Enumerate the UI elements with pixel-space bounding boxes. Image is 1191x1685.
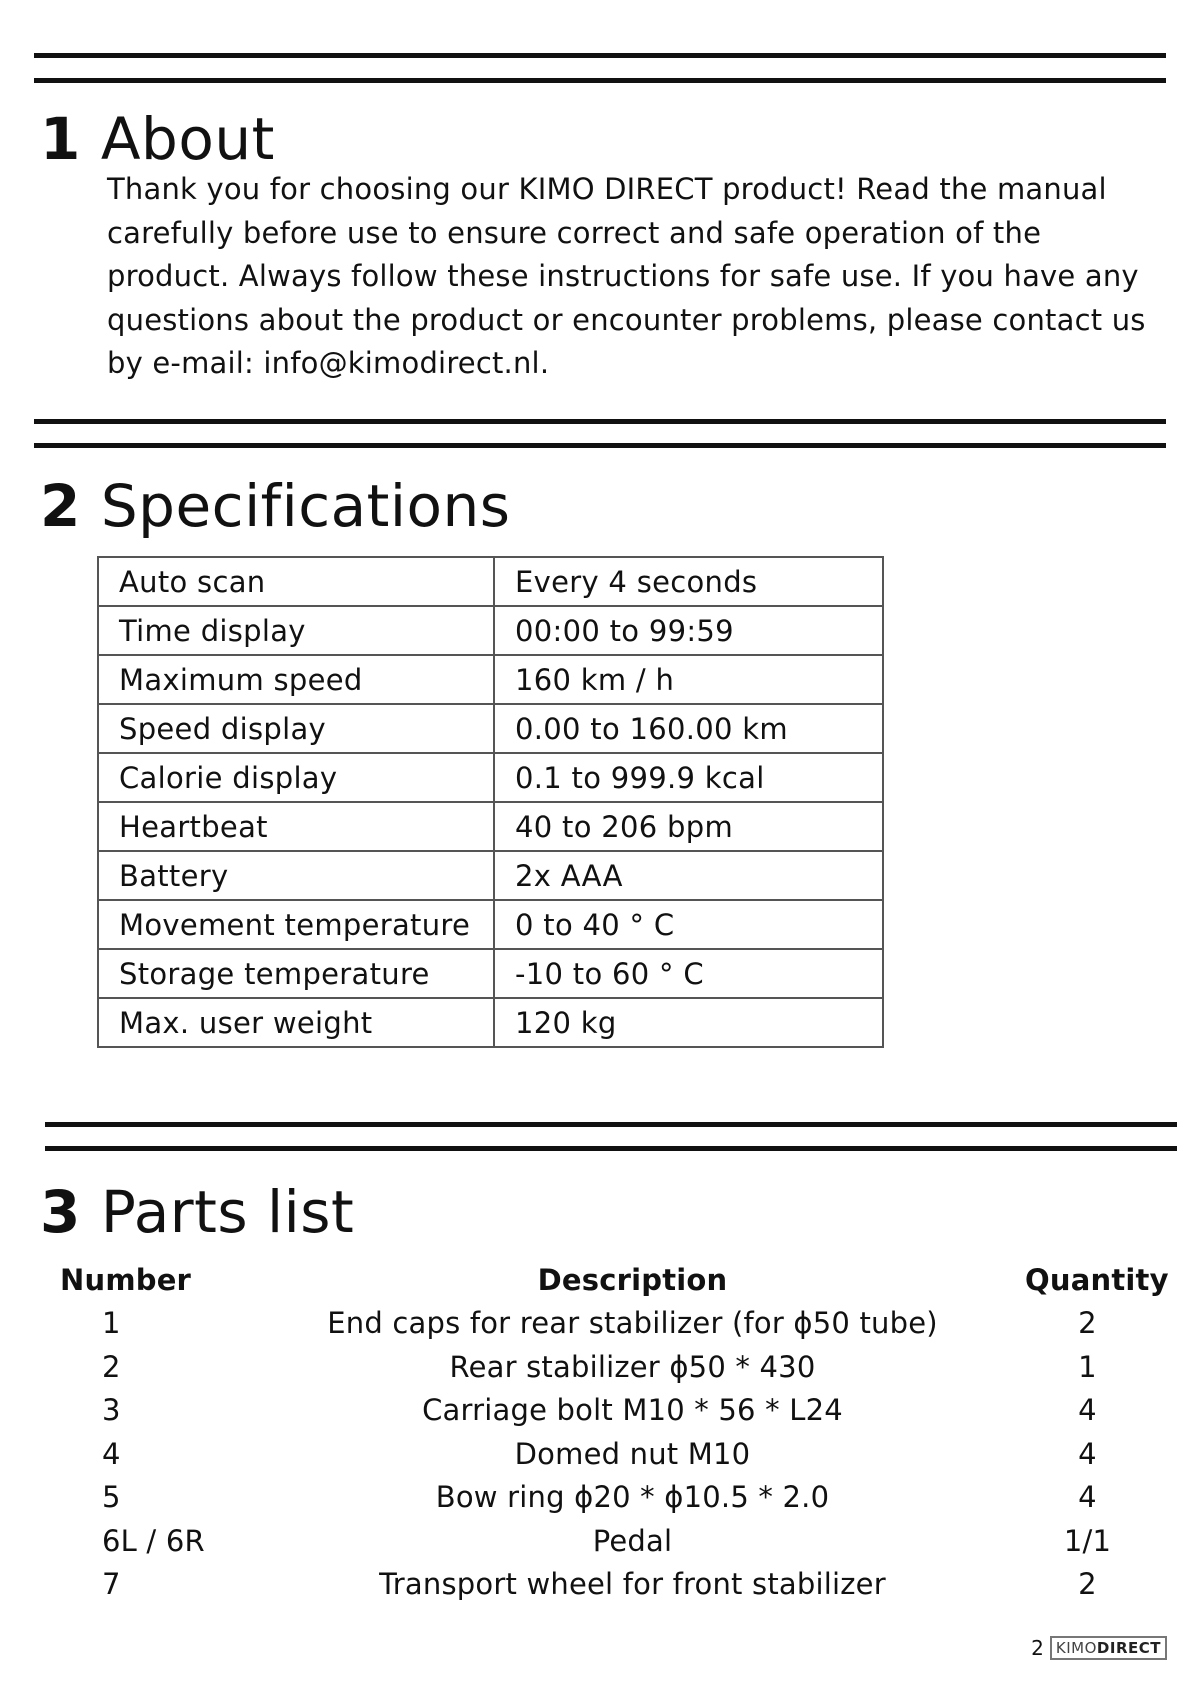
- spec-value: 00:00 to 99:59: [494, 606, 883, 655]
- top-rule-2: [34, 78, 1166, 83]
- spec-row: [98, 900, 883, 949]
- spec-label: Calorie display: [98, 753, 494, 802]
- kimodirect-logo: [1050, 1636, 1167, 1660]
- spec-value: -10 to 60 ° C: [494, 949, 883, 998]
- about-rule-1: [34, 419, 1166, 424]
- spec-row: [98, 655, 883, 704]
- spec-value: 40 to 206 bpm: [494, 802, 883, 851]
- specs-section-title: Specifications: [100, 472, 511, 540]
- spec-label: Speed display: [98, 704, 494, 753]
- specs-heading: [40, 472, 511, 540]
- spec-label: Max. user weight: [98, 998, 494, 1047]
- parts-header-row: [50, 1258, 1169, 1302]
- spec-value: 0.1 to 999.9 kcal: [494, 753, 883, 802]
- part-quantity: 4: [1078, 1480, 1097, 1515]
- spec-row: [98, 802, 883, 851]
- part-description: Rear stabilizer ϕ50 * 430: [449, 1349, 816, 1384]
- part-description: Carriage bolt M10 * 56 * L24: [422, 1393, 843, 1428]
- about-paragraph: Thank you for choosing our KIMO DIRECT product! Read the manual carefully before use to ensure correct and safe operation of the product. Always follow these instructions for safe use. If you have any questions about the product or encounter problems, please contact us by e-mail: info@kimodirect.nl.: [107, 172, 1146, 381]
- part-quantity: 4: [1078, 1436, 1097, 1471]
- column-header-number: Number: [60, 1262, 192, 1297]
- spec-row: [98, 851, 883, 900]
- part-description: Transport wheel for front stabilizer: [379, 1567, 886, 1602]
- part-quantity: 4: [1078, 1393, 1097, 1428]
- part-description: End caps for rear stabilizer (for ϕ50 tube): [327, 1306, 938, 1341]
- specs-rule-1: [45, 1122, 1177, 1127]
- part-description: Pedal: [592, 1523, 673, 1558]
- spec-label: Auto scan: [98, 557, 494, 606]
- part-quantity: 2: [1078, 1306, 1097, 1341]
- part-quantity: 1: [1078, 1349, 1097, 1384]
- spec-row: [98, 998, 883, 1047]
- spec-label: Storage temperature: [98, 949, 494, 998]
- spec-label: Movement temperature: [98, 900, 494, 949]
- parts-heading: [40, 1178, 355, 1246]
- spec-value: Every 4 seconds: [494, 557, 883, 606]
- part-number: 4: [102, 1436, 121, 1471]
- part-quantity: 2: [1078, 1567, 1097, 1602]
- spec-label: Battery: [98, 851, 494, 900]
- part-number: 3: [102, 1393, 121, 1428]
- about-heading: [40, 105, 275, 173]
- spec-value: 2x AAA: [494, 851, 883, 900]
- part-description: Bow ring ϕ20 * ϕ10.5 * 2.0: [435, 1480, 830, 1515]
- part-row: [50, 1519, 1150, 1563]
- spec-label: Heartbeat: [98, 802, 494, 851]
- part-row: [50, 1389, 1150, 1433]
- page-number: 2: [1031, 1636, 1044, 1660]
- spec-row: [98, 704, 883, 753]
- spec-value: 0 to 40 ° C: [494, 900, 883, 949]
- part-quantity: 1/1: [1063, 1523, 1112, 1558]
- logo-text-direct: DIRECT: [1096, 1639, 1161, 1657]
- about-section-title: About: [100, 105, 275, 173]
- top-rule-1: [34, 53, 1166, 58]
- about-section-number: 1: [40, 105, 81, 173]
- spec-row: [98, 949, 883, 998]
- specs-rule-2: [45, 1146, 1177, 1151]
- parts-section-number: 3: [40, 1178, 81, 1246]
- spec-value: 0.00 to 160.00 km: [494, 704, 883, 753]
- about-rule-2: [34, 443, 1166, 448]
- part-row: [50, 1476, 1150, 1520]
- spec-label: Maximum speed: [98, 655, 494, 704]
- column-header-quantity: Quantity: [1025, 1262, 1169, 1297]
- part-number: 1: [102, 1306, 121, 1341]
- part-number: 5: [102, 1480, 121, 1515]
- specifications-table: [97, 556, 884, 1048]
- page-footer: [1031, 1636, 1167, 1660]
- part-row: [50, 1302, 1150, 1346]
- spec-label: Time display: [98, 606, 494, 655]
- logo-text-kimo: KIMO: [1055, 1639, 1097, 1657]
- spec-row: [98, 606, 883, 655]
- specs-section-number: 2: [40, 472, 81, 540]
- column-header-description: Description: [537, 1262, 728, 1297]
- spec-row: [98, 557, 883, 606]
- parts-section-title: Parts list: [100, 1178, 355, 1246]
- part-number: 2: [102, 1349, 121, 1384]
- part-row: [50, 1345, 1150, 1389]
- spec-row: [98, 753, 883, 802]
- part-number: 7: [102, 1567, 121, 1602]
- part-number: 6L / 6R: [102, 1523, 205, 1558]
- spec-value: 120 kg: [494, 998, 883, 1047]
- part-row: [50, 1563, 1150, 1607]
- part-row: [50, 1432, 1150, 1476]
- part-description: Domed nut M10: [514, 1436, 751, 1471]
- spec-value: 160 km / h: [494, 655, 883, 704]
- parts-list: [50, 1258, 1169, 1606]
